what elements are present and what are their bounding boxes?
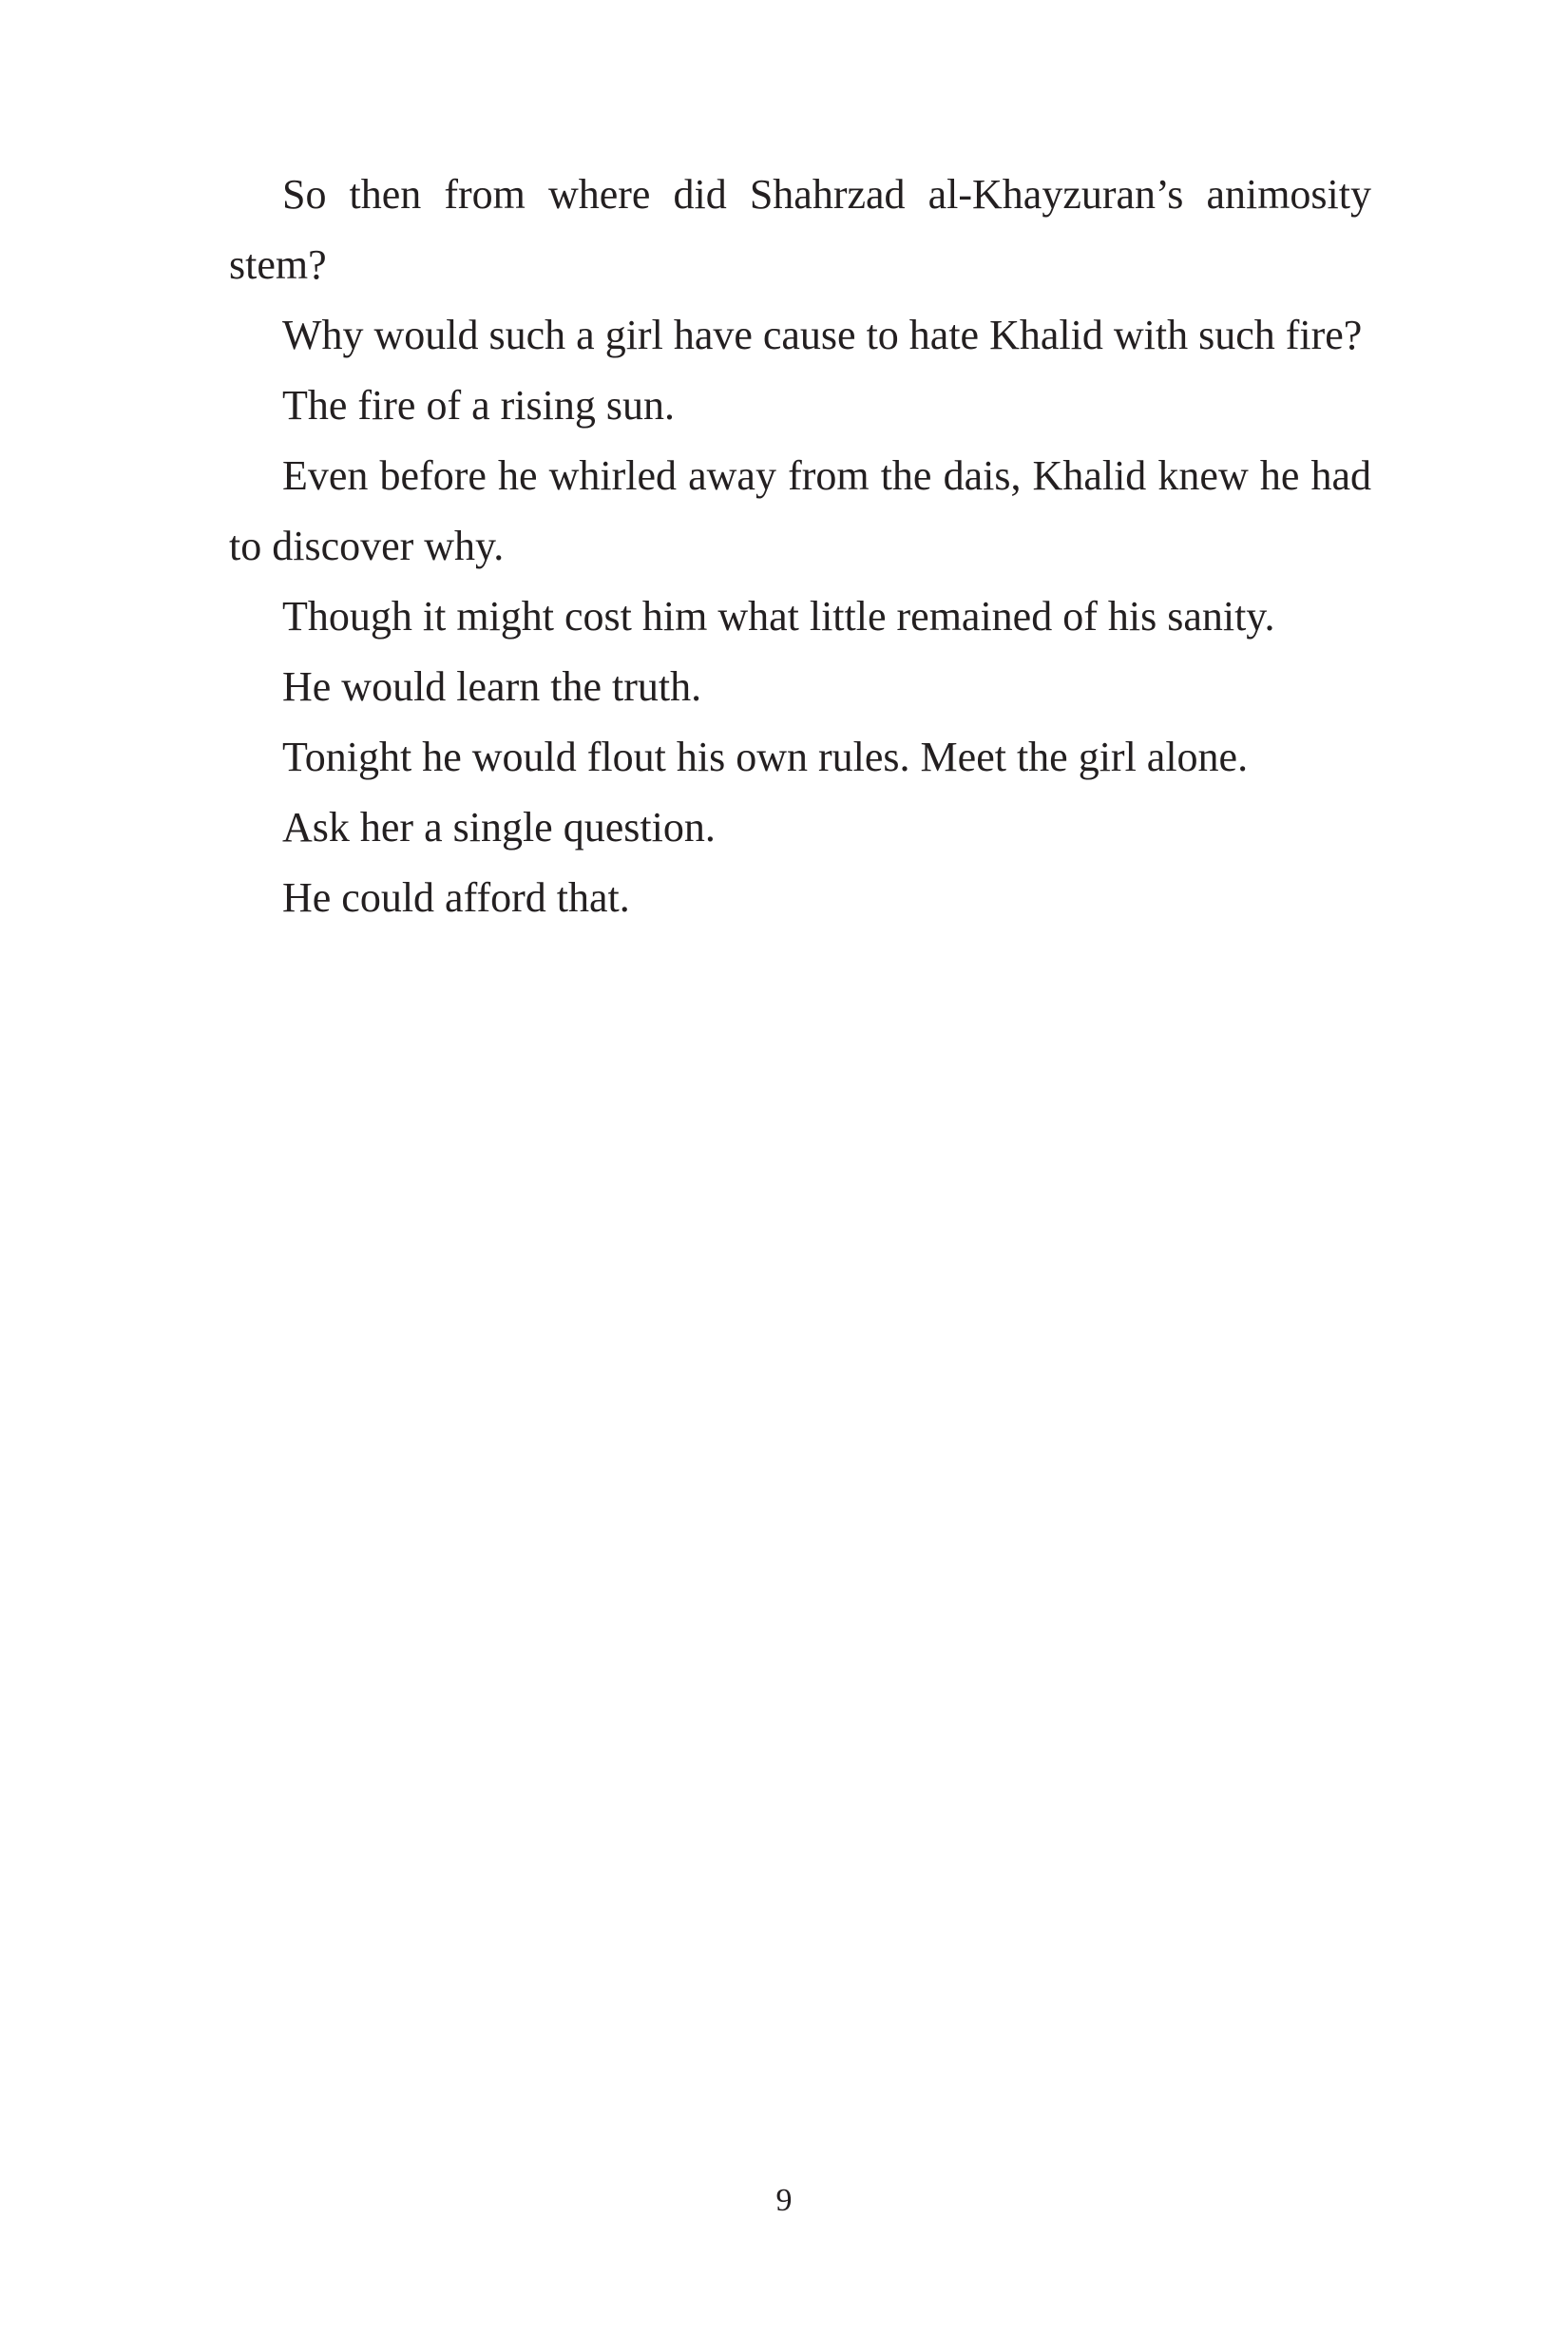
paragraph: Though it might cost him what little remained of his sanity.	[282, 593, 1275, 640]
page-number: 9	[775, 2183, 793, 2218]
body-text	[229, 160, 1371, 933]
paragraph: Even before he whirled away from the dais, Khalid knew he had to discover why.	[229, 452, 1371, 569]
paragraph: The fire of a rising sun.	[282, 382, 675, 429]
paragraph: Ask her a single question.	[282, 804, 716, 851]
paragraph: He could afford that.	[282, 874, 630, 921]
paragraph: Tonight he would flout his own rules. Meet the girl alone.	[282, 734, 1249, 780]
paragraph: He would learn the truth.	[282, 663, 702, 710]
paragraph: Why would such a girl have cause to hate Khalid with such fire?	[282, 312, 1363, 358]
paragraph: So then from where did Shahrzad al-Khayzuran’s animosity stem?	[229, 171, 1371, 288]
